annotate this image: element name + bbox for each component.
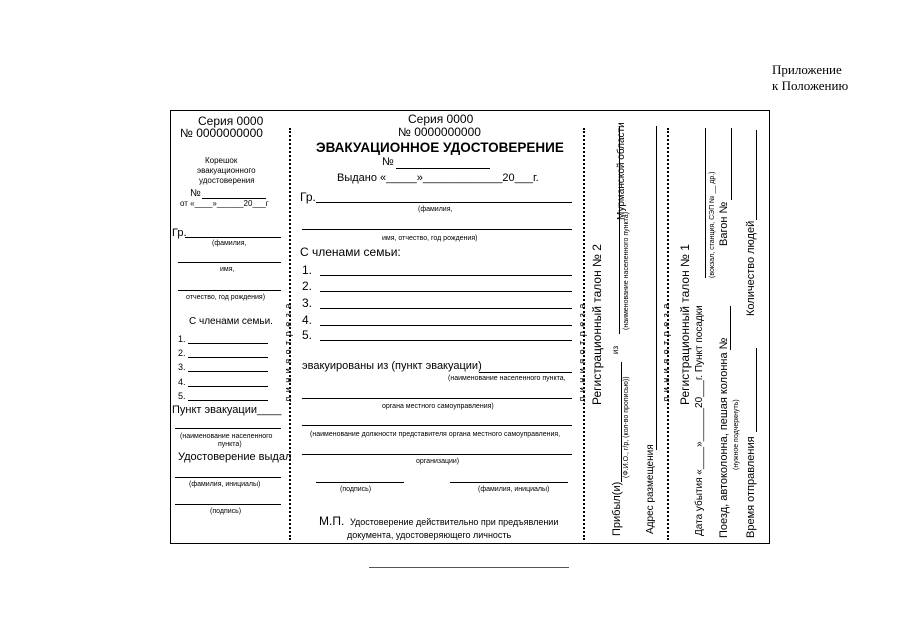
stub-gr-label: Гр. [172,227,187,239]
cert-member-3: 3. [302,296,313,310]
cert-initials-line [450,482,568,483]
coupon2-fio-hint: (Ф.И.О., г/р, (кол-во прописью)) [623,376,630,478]
coupon2-address-line [656,126,657,450]
stub-patronymic-line [178,290,281,291]
stub-member-line-4 [188,386,268,387]
coupon1-people: Количество людей [745,220,757,316]
cert-member-line-2 [320,291,572,292]
cert-locality-hint: (наименование населенного пункта, [448,375,566,382]
stub-evac-point: Пункт эвакуации____ [172,404,282,416]
coupon1-dep-time-line [756,348,757,432]
stub-member-5: 5. [178,391,186,401]
coupon1-transport: Поезд, автоколонна, пешая колонна № [718,337,730,538]
coupon1-people-line [756,130,757,220]
coupon1-car-line [731,128,732,200]
cert-num-line [396,168,490,169]
cert-member-2: 2. [302,279,313,293]
cert-member-line-3 [320,308,572,309]
stub-member-line-3 [188,371,268,372]
coupon2-arrived-line [621,362,622,482]
cut-line-1-label: л и н и я о т р е з а [283,302,293,402]
coupon1-underline-hint: (нужное подчеркнуть) [733,399,740,470]
cert-validity-2: документа, удостоверяющего личность [347,530,512,540]
cert-member-line-4 [320,325,572,326]
coupon1-departure: Дата убытия «____»______20___г. Пункт посадки [694,305,705,536]
coupon1-transport-line [730,306,731,350]
stub-member-line-2 [188,357,268,358]
stub-member-line-5 [188,400,268,401]
coupon2-region: Мурманской области [616,122,627,220]
stub-signature-hint: (подпись) [210,508,242,515]
stub-series: Серия 0000 [198,114,264,128]
coupon2-locality-hint: (наименование населенного пункта) [623,211,630,330]
stub-member-2: 2. [178,348,186,358]
cert-rep-line [302,425,572,426]
coupon2-title: Регистрационный талон № 2 [590,244,604,405]
coupon1-title: Регистрационный талон № 1 [678,244,692,405]
cert-member-5: 5. [302,328,313,342]
stub-member-line-1 [188,343,268,344]
cert-gov-hint: органа местного самоуправления) [382,403,494,410]
stub-title-3: удостоверения [199,176,255,185]
coupon1-station-hint: (вокзал, станция, СЭП № __ др.) [709,171,716,278]
cert-sign-hint: (подпись) [340,486,372,493]
stub-locality-hint-2: пункта) [218,441,242,448]
cut-line-3-label: л и н и я о т р е з а [661,302,671,402]
coupon1-car: Вагон № [718,201,730,246]
stub-patronymic-hint: отчество, год рождения) [186,294,266,301]
cert-evac-line [479,372,572,373]
stub-locality-hint-1: (наименование населенного [180,433,273,440]
cert-family-label: С членами семьи: [300,245,401,259]
cert-initials-hint: (фамилия, инициалы) [478,486,550,493]
cert-name-hint: имя, отчество, год рождения) [382,235,478,242]
stub-date-line: от «____»______20___г [180,199,269,208]
stub-num-label: № [190,188,201,199]
cert-evacuated-from: эвакуированы из (пункт эвакуации) [302,360,482,372]
cert-member-line-5 [320,340,572,341]
stub-signature-line [175,504,281,505]
stub-number: № 0000000000 [180,126,263,140]
stub-issued-label: Удостоверение выдал [178,451,292,463]
cert-gr-label: Гр. [300,190,316,204]
cut-line-2-label: л и н и я о т р е з а [577,302,587,402]
coupon1-landing-line [705,128,706,278]
cert-issued-date: Выдано «_____»_____________20___г. [337,172,539,184]
cert-member-line-1 [320,275,572,276]
coupon2-arrived: Прибыл(и) [611,481,623,536]
cert-validity-1: Удостоверение действительно при предъявлении [350,517,559,527]
stub-name-hint: имя, [220,266,235,273]
stub-member-4: 4. [178,377,186,387]
cert-member-4: 4. [302,313,313,327]
appendix-subtitle: к Положению [772,78,849,93]
stub-member-3: 3. [178,362,186,372]
stub-member-1: 1. [178,334,186,344]
cert-title: ЭВАКУАЦИОННОЕ УДОСТОВЕРЕНИЕ [316,140,564,155]
cert-sign-line [316,482,404,483]
coupon2-address: Адрес размещения [645,444,656,534]
cert-num-label: № [382,156,394,168]
cert-name-line [302,229,572,230]
cert-surname-line [316,202,572,203]
stub-issuer-line [175,477,281,478]
stub-title-1: Корешок [205,156,238,165]
cert-org-hint: организации) [416,458,460,465]
bottom-separator [369,567,569,568]
stub-surname-hint: (фамилия, [212,240,247,247]
stub-surname-line [185,237,281,238]
stub-family-label: С членами семьи. [189,316,273,327]
cert-org-line [302,454,572,455]
appendix-title: Приложение [772,62,842,77]
coupon2-from-line [619,126,620,334]
stub-locality-line [175,428,281,429]
cert-series: Серия 0000 [408,112,474,126]
cert-gov-line [302,398,572,399]
cert-surname-hint: (фамилия, [418,206,453,213]
coupon1-dep-time: Время отправления [745,436,757,538]
coupon2-from: из [611,345,620,354]
stub-name-line [178,262,281,263]
cert-rep-hint: (наименование должности представителя органа местного самоуправления, [310,431,561,438]
cert-mp-label: М.П. [319,514,345,528]
cert-number: № 0000000000 [398,125,481,139]
stub-issuer-hint: (фамилия, инициалы) [189,481,261,488]
cert-member-1: 1. [302,263,313,277]
stub-title-2: эвакуационного [197,166,256,175]
